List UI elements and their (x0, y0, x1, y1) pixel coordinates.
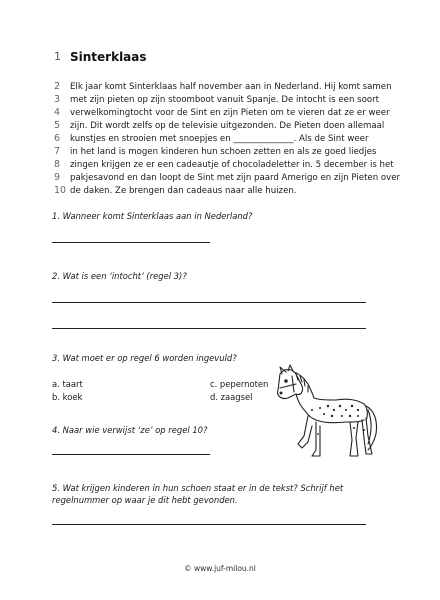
line-number: 2 (54, 81, 61, 92)
line-number: 9 (54, 172, 61, 183)
line-number: 4 (54, 107, 61, 118)
question-5-line-2: regelnummer op waar je dit hebt gevonden. (52, 495, 238, 505)
line-text: verwelkomingtocht voor de Sint en zijn Pieten om te vieren dat ze er weer (70, 108, 390, 118)
line-text: zijn. Dit wordt zelfs op de televisie uitgezonden. De Pieten doen allemaal (70, 121, 385, 131)
question-3: 3. Wat moet er op regel 6 worden ingevuld? (52, 353, 237, 363)
line-number: 8 (54, 159, 61, 170)
option-c[interactable]: c. pepernoten (210, 379, 269, 389)
line-number: 5 (54, 120, 61, 131)
line-number: 6 (54, 133, 61, 144)
question-4: 4. Naar wie verwijst ‘ze’ op regel 10? (52, 425, 208, 435)
line-number: 1 (54, 50, 61, 63)
line-text: zingen krijgen ze er een cadeautje of chocoladeletter in. 5 december is het (70, 160, 394, 170)
question-2: 2. Wat is een ‘intocht’ (regel 3)? (52, 271, 187, 281)
question-1: 1. Wanneer komt Sinterklaas aan in Nederland? (52, 211, 253, 221)
line-number: 7 (54, 146, 61, 157)
line-number: 3 (54, 94, 61, 105)
horse-illustration-icon (268, 364, 386, 462)
line-number: 10 (54, 185, 67, 196)
option-a[interactable]: a. taart (52, 379, 83, 389)
line-text: de daken. Ze brengen dan cadeaus naar alle huizen. (70, 186, 297, 196)
option-d[interactable]: d. zaagsel (210, 392, 253, 402)
answer-line-1[interactable] (52, 242, 210, 243)
option-b[interactable]: b. koek (52, 392, 83, 402)
question-5-line-1: 5. Wat krijgen kinderen in hun schoen staat er in de tekst? Schrijf het (52, 483, 344, 493)
answer-line-2a[interactable] (52, 302, 366, 303)
footer-copyright: © www.juf-milou.nl (184, 564, 256, 573)
answer-line-2b[interactable] (52, 328, 366, 329)
line-text: Elk jaar komt Sinterklaas half november aan in Nederland. Hij komt samen (70, 82, 392, 92)
answer-line-4[interactable] (52, 454, 210, 455)
line-text: in het land is mogen kinderen hun schoen zetten en als ze goed liedjes (70, 147, 377, 157)
line-text: met zijn pieten op zijn stoomboot vanuit Spanje. De intocht is een soort (70, 95, 380, 105)
line-text: pakjesavond en dan loopt de Sint met zijn paard Amerigo en zijn Pieten over (70, 173, 401, 183)
answer-line-5[interactable] (52, 524, 366, 525)
line-text: kunstjes en strooien met snoepjes en ______________. Als de Sint weer (70, 134, 369, 144)
page-title: Sinterklaas (70, 50, 147, 64)
